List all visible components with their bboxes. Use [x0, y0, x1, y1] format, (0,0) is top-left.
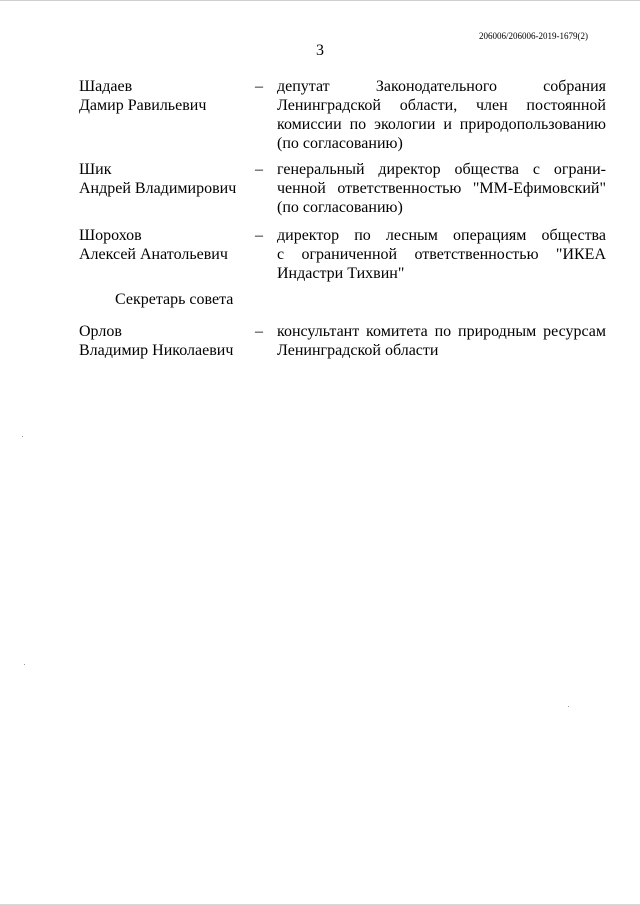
member-name — [79, 226, 249, 264]
role-line: директор по лесным операциям общества — [277, 227, 606, 244]
member-surname: Шорохов — [79, 227, 142, 244]
top-edge-rule — [0, 0, 640, 1]
role-line: Индастри Тихвин" — [277, 265, 405, 282]
role-line: Ленинградской области — [277, 342, 439, 359]
secretary-heading: Секретарь совета — [115, 291, 234, 308]
dash-separator: – — [255, 323, 263, 340]
secretary-surname: Орлов — [79, 323, 122, 340]
member-name — [79, 77, 249, 115]
role-line: Ленинградской области, член постоянной — [277, 97, 606, 114]
secretary-given-names: Владимир Николаевич — [79, 342, 234, 359]
member-role — [277, 226, 606, 283]
dash-separator: – — [255, 78, 263, 95]
secretary-role — [277, 322, 606, 360]
member-surname: Шадаев — [79, 78, 133, 95]
member-role — [277, 160, 606, 217]
member-role — [277, 77, 606, 153]
dash-separator: – — [255, 161, 263, 178]
member-name — [79, 160, 249, 198]
document-id: 206006/206006-2019-1679(2) — [479, 31, 588, 41]
member-surname: Шик — [79, 161, 112, 178]
page-number: 3 — [316, 42, 324, 59]
role-line: (по согласованию) — [277, 199, 403, 216]
role-line: депутат Законодательного собрания — [277, 78, 606, 95]
member-given-names: Дамир Равильевич — [79, 97, 207, 114]
scan-speck — [568, 706, 569, 707]
secretary-name — [79, 322, 249, 360]
member-given-names: Андрей Владимирович — [79, 180, 237, 197]
role-line: консультант комитета по природным ресурсам — [277, 323, 606, 340]
role-line: с ограниченной ответственностью "ИКЕА — [277, 246, 606, 263]
role-line: ченной ответственностью "ММ-Ефимовский" — [277, 180, 606, 197]
role-line: (по согласованию) — [277, 135, 403, 152]
role-line: генеральный директор общества с ограни- — [277, 161, 606, 178]
role-line: комиссии по экологии и природопользованию — [277, 116, 606, 133]
member-given-names: Алексей Анатольевич — [79, 246, 228, 263]
scan-speck — [22, 436, 23, 437]
scan-speck — [24, 664, 25, 665]
dash-separator: – — [255, 227, 263, 244]
